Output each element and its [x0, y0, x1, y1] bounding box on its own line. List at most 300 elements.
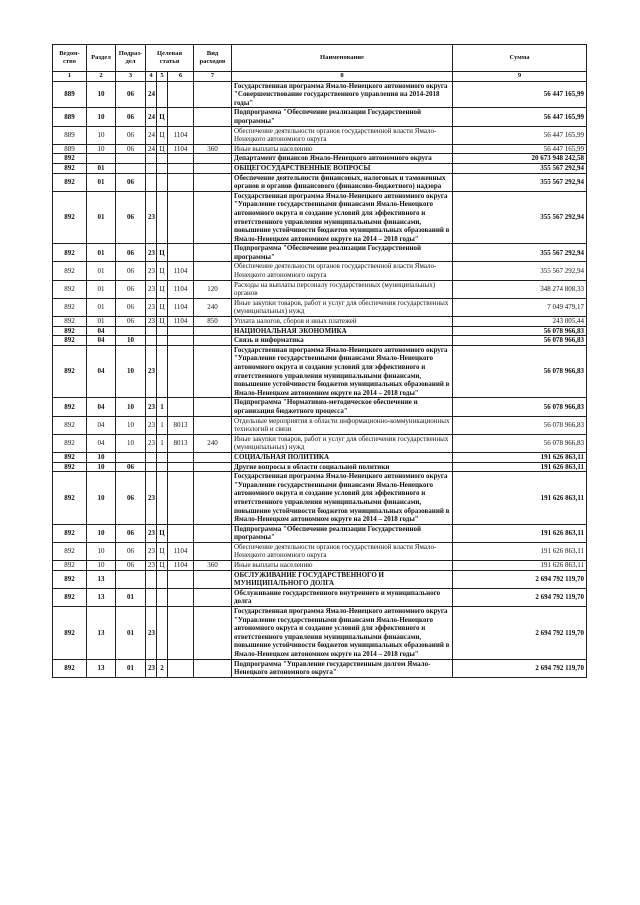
cell-expense-type — [194, 163, 232, 173]
cell-sum: 191 626 863,11 — [453, 452, 587, 462]
cell-section: 13 — [87, 659, 116, 677]
cell-target-direction: 1104 — [168, 298, 194, 316]
cell-target-direction: 1104 — [168, 280, 194, 298]
table-row — [53, 570, 587, 588]
cell-sum: 355 567 292,94 — [453, 191, 587, 244]
table-body — [53, 81, 587, 677]
cell-target-direction — [168, 154, 194, 164]
cell-department: 889 — [53, 81, 87, 108]
cell-target-program — [146, 163, 157, 173]
cell-target-subprogram — [157, 191, 168, 244]
cell-sum: 191 626 863,11 — [453, 524, 587, 542]
cell-expense-type — [194, 173, 232, 191]
cell-name: Подпрограмма "Обеспечение реализации Государственной программы" — [232, 108, 453, 126]
table-row — [53, 588, 587, 606]
cell-target-direction — [168, 472, 194, 525]
table-row — [53, 191, 587, 244]
cell-name: Иные закупки товаров, работ и услуг для обеспечения государственных (муниципальных) нужд — [232, 298, 453, 316]
header-section: Раздел — [87, 45, 116, 72]
table-row — [53, 398, 587, 416]
cell-section: 13 — [87, 570, 116, 588]
column-number: 5 — [157, 72, 168, 82]
cell-name: Государственная программа Ямало-Ненецкого автономного округа "Управление государственными финансами Ямало-Ненецкого автономного округа и создание условий для эффективного и ответственного управления муниципальными финансами, повышение устойчивости бюджетов муниципальных образований в Ямало-Ненецком автономном округе на 2014 – 2018 годы" — [232, 607, 453, 660]
cell-section: 10 — [87, 126, 116, 144]
table-row — [53, 108, 587, 126]
cell-section: 01 — [87, 163, 116, 173]
table-row — [53, 472, 587, 525]
cell-department: 892 — [53, 280, 87, 298]
table-row — [53, 607, 587, 660]
cell-subsection: 06 — [116, 280, 146, 298]
cell-subsection: 06 — [116, 542, 146, 560]
cell-name: Обеспечение деятельности органов государственной власти Ямало-Ненецкого автономного округа — [232, 542, 453, 560]
cell-subsection: 10 — [116, 434, 146, 452]
header-row — [53, 45, 587, 72]
cell-department: 892 — [53, 570, 87, 588]
cell-subsection: 06 — [116, 81, 146, 108]
cell-target-direction — [168, 244, 194, 262]
header-department: Ведом-ство — [53, 45, 87, 72]
cell-section: 13 — [87, 607, 116, 660]
cell-target-direction: 1104 — [168, 561, 194, 571]
cell-sum: 243 005,44 — [453, 317, 587, 327]
cell-subsection — [116, 326, 146, 336]
cell-expense-type — [194, 262, 232, 280]
cell-expense-type — [194, 462, 232, 472]
cell-subsection: 06 — [116, 298, 146, 316]
column-number: 7 — [194, 72, 232, 82]
cell-expense-type: 240 — [194, 298, 232, 316]
cell-target-subprogram: Ц — [157, 298, 168, 316]
cell-section: 01 — [87, 173, 116, 191]
cell-section: 10 — [87, 524, 116, 542]
cell-department: 892 — [53, 542, 87, 560]
cell-name: Иные выплаты населению — [232, 561, 453, 571]
cell-subsection: 06 — [116, 472, 146, 525]
table-row — [53, 659, 587, 677]
cell-expense-type — [194, 191, 232, 244]
header-expense-type: Вид расходов — [194, 45, 232, 72]
cell-expense-type: 240 — [194, 434, 232, 452]
cell-section: 01 — [87, 191, 116, 244]
cell-target-program — [146, 154, 157, 164]
cell-target-subprogram: Ц — [157, 144, 168, 154]
cell-subsection: 06 — [116, 126, 146, 144]
cell-target-program: 24 — [146, 81, 157, 108]
cell-department: 892 — [53, 524, 87, 542]
cell-target-subprogram — [157, 163, 168, 173]
table-row — [53, 126, 587, 144]
cell-subsection: 06 — [116, 144, 146, 154]
cell-sum: 56 078 966,83 — [453, 416, 587, 434]
cell-target-subprogram: Ц — [157, 317, 168, 327]
cell-name: Государственная программа Ямало-Ненецкого автономного округа "Управление государственными финансами Ямало-Ненецкого автономного округа и создание условий для эффективного и ответственного управления муниципальными финансами, повышение устойчивости бюджетов муниципальных образований в Ямало-Ненецком автономном округе на 2014 – 2018 годы" — [232, 345, 453, 398]
cell-subsection: 01 — [116, 659, 146, 677]
cell-target-program: 23 — [146, 398, 157, 416]
cell-target-program: 23 — [146, 659, 157, 677]
cell-target-direction — [168, 524, 194, 542]
cell-subsection — [116, 163, 146, 173]
table-row — [53, 462, 587, 472]
cell-target-program: 23 — [146, 298, 157, 316]
table-row — [53, 280, 587, 298]
cell-expense-type: 120 — [194, 280, 232, 298]
cell-section: 04 — [87, 398, 116, 416]
cell-target-subprogram: 1 — [157, 416, 168, 434]
cell-target-direction: 1104 — [168, 317, 194, 327]
cell-name: Иные закупки товаров, работ и услуг для обеспечения государственных (муниципальных) нужд — [232, 434, 453, 452]
cell-expense-type: 360 — [194, 144, 232, 154]
cell-sum: 355 567 292,94 — [453, 262, 587, 280]
cell-department: 892 — [53, 336, 87, 346]
cell-target-program: 23 — [146, 561, 157, 571]
cell-target-direction — [168, 588, 194, 606]
cell-sum: 56 078 966,83 — [453, 398, 587, 416]
column-number: 8 — [232, 72, 453, 82]
table-row — [53, 524, 587, 542]
cell-target-subprogram — [157, 588, 168, 606]
cell-sum: 348 274 808,33 — [453, 280, 587, 298]
cell-department: 892 — [53, 173, 87, 191]
cell-target-program: 23 — [146, 472, 157, 525]
cell-department: 892 — [53, 191, 87, 244]
cell-expense-type — [194, 126, 232, 144]
cell-section: 10 — [87, 542, 116, 560]
table-row — [53, 154, 587, 164]
cell-target-program: 24 — [146, 144, 157, 154]
cell-target-subprogram: Ц — [157, 542, 168, 560]
cell-name: Обеспечение деятельности органов государственной власти Ямало-Ненецкого автономного округа — [232, 126, 453, 144]
cell-target-program: 23 — [146, 416, 157, 434]
cell-target-subprogram: Ц — [157, 561, 168, 571]
cell-target-subprogram: Ц — [157, 262, 168, 280]
cell-sum: 56 447 165,99 — [453, 81, 587, 108]
table-row — [53, 345, 587, 398]
cell-target-program: 23 — [146, 542, 157, 560]
cell-target-direction: 8013 — [168, 434, 194, 452]
cell-target-program — [146, 336, 157, 346]
cell-sum: 355 567 292,94 — [453, 173, 587, 191]
column-number: 9 — [453, 72, 587, 82]
cell-subsection: 01 — [116, 588, 146, 606]
cell-section: 04 — [87, 345, 116, 398]
cell-target-program: 23 — [146, 345, 157, 398]
cell-sum: 56 078 966,83 — [453, 326, 587, 336]
cell-sum: 56 447 165,99 — [453, 126, 587, 144]
cell-expense-type — [194, 472, 232, 525]
cell-expense-type: 360 — [194, 561, 232, 571]
cell-sum: 355 567 292,94 — [453, 163, 587, 173]
cell-subsection: 06 — [116, 191, 146, 244]
cell-sum: 355 567 292,94 — [453, 244, 587, 262]
cell-target-subprogram: Ц — [157, 244, 168, 262]
table-row — [53, 144, 587, 154]
cell-target-program: 23 — [146, 191, 157, 244]
cell-department: 892 — [53, 398, 87, 416]
cell-expense-type — [194, 326, 232, 336]
cell-section: 04 — [87, 434, 116, 452]
cell-expense-type — [194, 154, 232, 164]
cell-expense-type — [194, 244, 232, 262]
cell-section: 01 — [87, 280, 116, 298]
cell-name: Обеспечение деятельности органов государственной власти Ямало-Ненецкого автономного округа — [232, 262, 453, 280]
cell-expense-type — [194, 108, 232, 126]
cell-sum: 191 626 863,11 — [453, 472, 587, 525]
table-header — [53, 45, 587, 82]
cell-department: 892 — [53, 154, 87, 164]
cell-department: 889 — [53, 108, 87, 126]
cell-name: Связь и информатика — [232, 336, 453, 346]
table-row — [53, 173, 587, 191]
cell-sum: 56 078 966,83 — [453, 336, 587, 346]
cell-target-subprogram — [157, 326, 168, 336]
cell-target-subprogram — [157, 607, 168, 660]
cell-target-direction — [168, 398, 194, 416]
cell-target-direction — [168, 607, 194, 660]
table-row — [53, 452, 587, 462]
cell-target-program: 23 — [146, 524, 157, 542]
cell-name: Государственная программа Ямало-Ненецкого автономного округа "Совершенствование государственного управления на 2014-2018 годы" — [232, 81, 453, 108]
budget-document-page — [52, 44, 586, 678]
cell-name: СОЦИАЛЬНАЯ ПОЛИТИКА — [232, 452, 453, 462]
cell-section: 10 — [87, 108, 116, 126]
cell-expense-type — [194, 81, 232, 108]
cell-section: 01 — [87, 262, 116, 280]
cell-target-program: 24 — [146, 126, 157, 144]
cell-sum: 7 049 479,17 — [453, 298, 587, 316]
table-row — [53, 326, 587, 336]
cell-department: 892 — [53, 326, 87, 336]
cell-target-program: 23 — [146, 280, 157, 298]
column-number: 2 — [87, 72, 116, 82]
cell-target-program — [146, 173, 157, 191]
header-sum: Сумма — [453, 45, 587, 72]
cell-target-direction — [168, 462, 194, 472]
cell-department: 892 — [53, 607, 87, 660]
cell-name: Подпрограмма "Обеспечение реализации Государственной программы" — [232, 244, 453, 262]
cell-expense-type — [194, 452, 232, 462]
cell-expense-type — [194, 345, 232, 398]
cell-target-subprogram: 1 — [157, 398, 168, 416]
cell-target-subprogram — [157, 472, 168, 525]
cell-name: Подпрограмма "Обеспечение реализации Государственной программы" — [232, 524, 453, 542]
cell-department: 892 — [53, 659, 87, 677]
cell-section: 04 — [87, 336, 116, 346]
table-row — [53, 81, 587, 108]
cell-target-direction: 8013 — [168, 416, 194, 434]
header-name: Наименование — [232, 45, 453, 72]
cell-name: Департамент финансов Ямало-Ненецкого автономного округа — [232, 154, 453, 164]
table-row — [53, 317, 587, 327]
cell-name: НАЦИОНАЛЬНАЯ ЭКОНОМИКА — [232, 326, 453, 336]
table-row — [53, 434, 587, 452]
cell-department: 889 — [53, 144, 87, 154]
cell-section: 10 — [87, 472, 116, 525]
cell-target-direction: 1104 — [168, 542, 194, 560]
cell-target-direction — [168, 163, 194, 173]
cell-target-subprogram: 2 — [157, 659, 168, 677]
cell-target-program: 23 — [146, 607, 157, 660]
cell-department: 892 — [53, 163, 87, 173]
cell-name: Обеспечение деятельности финансовых, налоговых и таможенных органов и органов финансового (финансово-бюджетного) надзора — [232, 173, 453, 191]
cell-target-program: 23 — [146, 317, 157, 327]
cell-target-subprogram — [157, 462, 168, 472]
cell-department: 892 — [53, 452, 87, 462]
cell-sum: 2 694 792 119,70 — [453, 588, 587, 606]
cell-target-subprogram: Ц — [157, 280, 168, 298]
cell-subsection: 06 — [116, 462, 146, 472]
table-row — [53, 336, 587, 346]
cell-target-direction — [168, 173, 194, 191]
cell-section: 10 — [87, 561, 116, 571]
cell-target-subprogram: Ц — [157, 108, 168, 126]
cell-section: 10 — [87, 144, 116, 154]
cell-target-direction: 1104 — [168, 126, 194, 144]
cell-section: 10 — [87, 81, 116, 108]
cell-department: 892 — [53, 416, 87, 434]
cell-target-direction — [168, 570, 194, 588]
cell-section: 04 — [87, 326, 116, 336]
cell-target-subprogram: 1 — [157, 434, 168, 452]
cell-sum: 20 673 948 242,58 — [453, 154, 587, 164]
cell-name: Иные выплаты населению — [232, 144, 453, 154]
cell-expense-type — [194, 524, 232, 542]
cell-section: 01 — [87, 298, 116, 316]
cell-sum: 56 078 966,83 — [453, 434, 587, 452]
cell-department: 892 — [53, 298, 87, 316]
cell-name: Другие вопросы в области социальной политики — [232, 462, 453, 472]
cell-subsection: 06 — [116, 108, 146, 126]
cell-target-subprogram — [157, 173, 168, 191]
cell-name: Расходы на выплаты персоналу государственных (муниципальных) органов — [232, 280, 453, 298]
cell-target-direction — [168, 659, 194, 677]
column-number-row — [53, 72, 587, 82]
cell-subsection: 10 — [116, 398, 146, 416]
cell-subsection: 06 — [116, 561, 146, 571]
cell-target-direction — [168, 345, 194, 398]
cell-target-program — [146, 588, 157, 606]
cell-subsection — [116, 154, 146, 164]
cell-subsection: 06 — [116, 524, 146, 542]
cell-sum: 191 626 863,11 — [453, 462, 587, 472]
cell-target-direction — [168, 108, 194, 126]
cell-expense-type — [194, 336, 232, 346]
cell-sum: 191 626 863,11 — [453, 542, 587, 560]
cell-name: Подпрограмма "Нормативно-методическое обеспечение и организация бюджетного процесса" — [232, 398, 453, 416]
cell-name: Уплата налогов, сборов и иных платежей — [232, 317, 453, 327]
cell-target-program: 23 — [146, 244, 157, 262]
cell-department: 892 — [53, 561, 87, 571]
cell-expense-type — [194, 416, 232, 434]
column-number: 1 — [53, 72, 87, 82]
column-number: 6 — [168, 72, 194, 82]
cell-department: 892 — [53, 588, 87, 606]
cell-target-direction: 1104 — [168, 262, 194, 280]
cell-target-program: 23 — [146, 262, 157, 280]
table-row — [53, 561, 587, 571]
cell-expense-type — [194, 588, 232, 606]
cell-sum: 191 626 863,11 — [453, 561, 587, 571]
cell-sum: 56 447 165,99 — [453, 108, 587, 126]
cell-expense-type — [194, 659, 232, 677]
cell-target-subprogram — [157, 452, 168, 462]
cell-section: 01 — [87, 317, 116, 327]
cell-target-program: 24 — [146, 108, 157, 126]
cell-subsection: 06 — [116, 173, 146, 191]
cell-target-subprogram — [157, 570, 168, 588]
cell-section: 13 — [87, 588, 116, 606]
cell-target-program — [146, 452, 157, 462]
cell-name: Подпрограмма "Управление государственным долгом Ямало-Ненецкого автономного округа" — [232, 659, 453, 677]
cell-department: 892 — [53, 244, 87, 262]
cell-section: 04 — [87, 416, 116, 434]
cell-department: 889 — [53, 126, 87, 144]
cell-subsection: 06 — [116, 244, 146, 262]
cell-target-program — [146, 570, 157, 588]
cell-target-program — [146, 462, 157, 472]
cell-target-direction — [168, 81, 194, 108]
cell-subsection — [116, 570, 146, 588]
cell-sum: 2 694 792 119,70 — [453, 659, 587, 677]
table-row — [53, 163, 587, 173]
table-row — [53, 542, 587, 560]
cell-sum: 2 694 792 119,70 — [453, 607, 587, 660]
cell-target-subprogram: Ц — [157, 126, 168, 144]
cell-name: Государственная программа Ямало-Ненецкого автономного округа "Управление государственными финансами Ямало-Ненецкого автономного округа и создание условий для эффективного и ответственного управления муниципальными финансами, повышение устойчивости бюджетов муниципальных образований в Ямало-Ненецком автономном округе на 2014 – 2018 годы" — [232, 191, 453, 244]
cell-name: Отдельные мероприятия в области информационно-коммуникационных технологий и связи — [232, 416, 453, 434]
cell-expense-type: 850 — [194, 317, 232, 327]
header-subsection: Подраз-дел — [116, 45, 146, 72]
cell-name: ОБСЛУЖИВАНИЕ ГОСУДАРСТВЕННОГО И МУНИЦИПАЛЬНОГО ДОЛГА — [232, 570, 453, 588]
table-row — [53, 244, 587, 262]
table-row — [53, 416, 587, 434]
cell-section: 01 — [87, 244, 116, 262]
cell-subsection: 01 — [116, 607, 146, 660]
cell-department: 892 — [53, 262, 87, 280]
cell-subsection: 06 — [116, 262, 146, 280]
cell-target-direction — [168, 191, 194, 244]
cell-department: 892 — [53, 317, 87, 327]
table-row — [53, 298, 587, 316]
cell-department: 892 — [53, 472, 87, 525]
cell-department: 892 — [53, 345, 87, 398]
cell-subsection: 10 — [116, 336, 146, 346]
cell-sum: 56 447 165,99 — [453, 144, 587, 154]
cell-target-subprogram — [157, 336, 168, 346]
cell-target-direction — [168, 326, 194, 336]
cell-section: 10 — [87, 452, 116, 462]
cell-expense-type — [194, 607, 232, 660]
cell-target-program — [146, 326, 157, 336]
cell-target-subprogram — [157, 81, 168, 108]
cell-target-direction: 1104 — [168, 144, 194, 154]
cell-expense-type — [194, 570, 232, 588]
cell-name: ОБЩЕГОСУДАРСТВЕННЫЕ ВОПРОСЫ — [232, 163, 453, 173]
cell-subsection: 06 — [116, 317, 146, 327]
header-target-item: Целевая статья — [146, 45, 194, 72]
cell-expense-type — [194, 542, 232, 560]
cell-target-subprogram — [157, 345, 168, 398]
table-row — [53, 262, 587, 280]
cell-target-subprogram — [157, 154, 168, 164]
budget-expenditure-table — [52, 44, 587, 678]
column-number: 3 — [116, 72, 146, 82]
cell-section: 10 — [87, 462, 116, 472]
cell-target-subprogram: Ц — [157, 524, 168, 542]
cell-expense-type — [194, 398, 232, 416]
column-number: 4 — [146, 72, 157, 82]
cell-sum: 56 078 966,83 — [453, 345, 587, 398]
